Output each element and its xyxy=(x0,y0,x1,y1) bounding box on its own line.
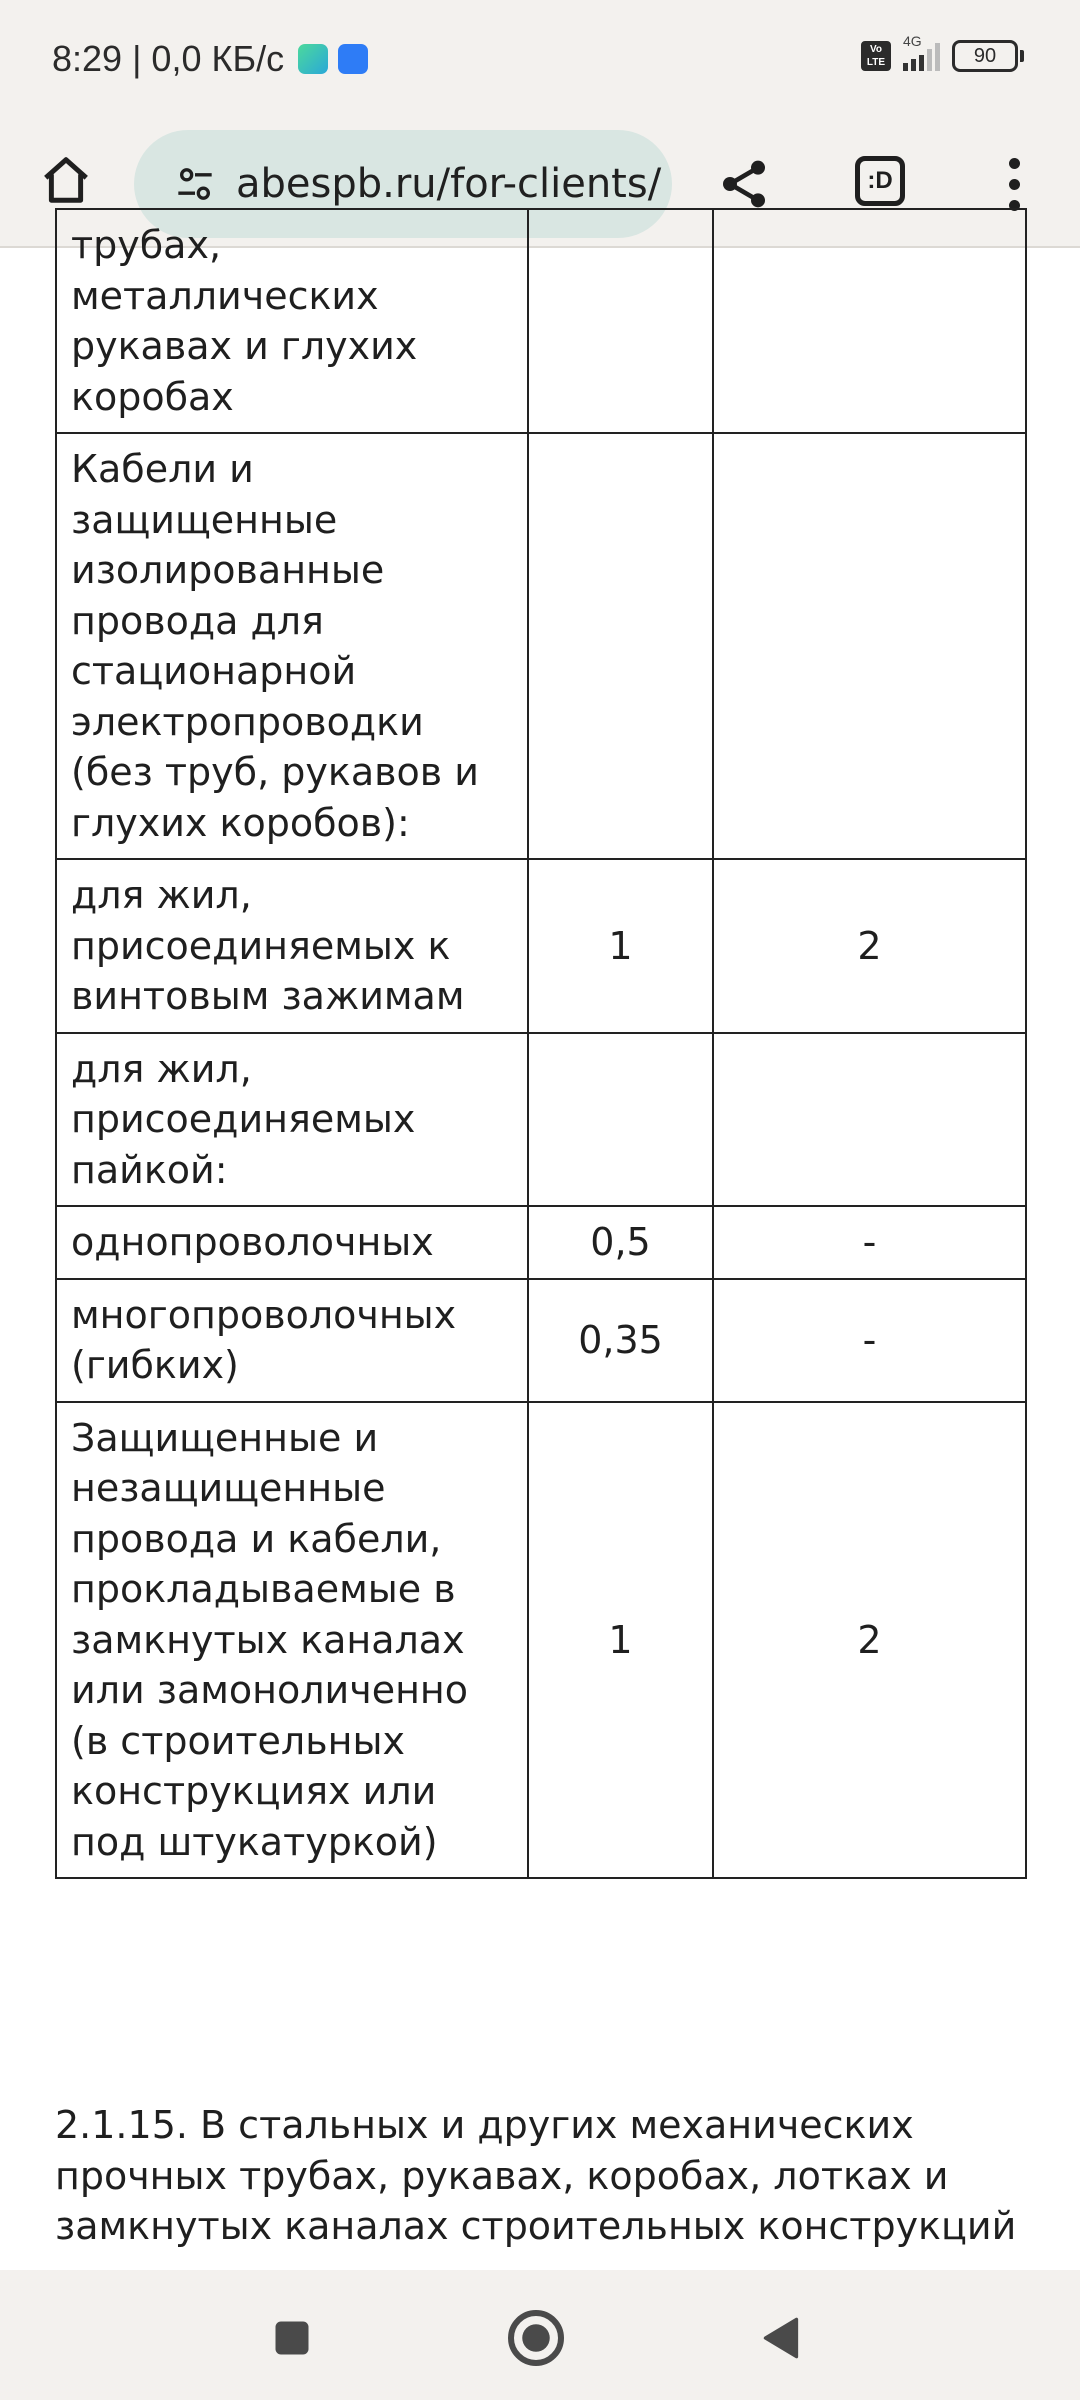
cell-value-2 xyxy=(713,433,1026,859)
cell-line: рукавах и глухих xyxy=(71,324,418,368)
status-bar xyxy=(0,0,1080,122)
cell-description xyxy=(56,209,528,433)
home-icon xyxy=(39,153,93,207)
back-button[interactable] xyxy=(752,2308,812,2368)
cell-description xyxy=(56,859,528,1033)
cell-line: стационарной xyxy=(71,649,357,693)
cell-line: незащищенные xyxy=(71,1466,386,1510)
recents-button[interactable] xyxy=(262,2308,322,2368)
tune-icon xyxy=(175,164,215,204)
cell-line: глухих коробов): xyxy=(71,800,410,845)
chat-notification-icon xyxy=(338,44,368,74)
cell-line: (без труб, рукавов и xyxy=(71,750,479,794)
table-row xyxy=(56,1033,1026,1207)
cell-line: для жил, xyxy=(71,1046,252,1091)
cell-line: Защищенные и xyxy=(71,1415,379,1460)
cell-line: под штукатуркой) xyxy=(71,1819,438,1864)
cell-line: коробах xyxy=(71,374,234,419)
cell-line: для жил, xyxy=(71,873,252,917)
table-row xyxy=(56,1279,1026,1402)
cell-value-2 xyxy=(713,209,1026,433)
wire-section-table xyxy=(55,208,1027,1879)
cell-value-2 xyxy=(713,1033,1026,1207)
share-icon xyxy=(716,156,772,212)
app-notification-icon xyxy=(298,44,328,74)
volte-icon: Vo LTE xyxy=(861,41,891,71)
table-row xyxy=(56,859,1026,1033)
cell-line: замкнутых каналах xyxy=(71,1617,465,1662)
url-text: abespb.ru/for-clients/ xyxy=(236,161,662,207)
cell-line: изолированные xyxy=(71,548,385,592)
cell-line: (в строительных xyxy=(71,1718,405,1763)
table-row xyxy=(56,433,1026,859)
table-row xyxy=(56,1402,1026,1879)
square-icon xyxy=(270,2316,314,2360)
cell-description xyxy=(56,1033,528,1207)
cell-line: провода для xyxy=(71,598,324,643)
cell-line: или замоноличенно xyxy=(71,1668,469,1712)
status-left xyxy=(52,38,368,80)
table-row xyxy=(56,1206,1026,1279)
cell-value-2: - xyxy=(713,1206,1026,1279)
cell-line: (гибких) xyxy=(71,1343,239,1387)
cell-line: винтовым зажимам xyxy=(71,974,465,1018)
cell-line: присоединяемых к xyxy=(71,923,451,968)
paragraph-line: прочных трубах, рукавах, коробах, лотках и xyxy=(55,2153,949,2198)
cell-description xyxy=(56,1279,528,1402)
cell-line: защищенные xyxy=(71,497,338,542)
cell-line: трубах, xyxy=(71,223,222,267)
cell-value-1 xyxy=(528,1033,713,1207)
table-row xyxy=(56,209,1026,433)
web-content[interactable] xyxy=(0,223,1080,2270)
cell-line: прокладываемые в xyxy=(71,1567,456,1611)
status-time: 8:29 | 0,0 КБ/с xyxy=(52,38,285,79)
cell-value-2: 2 xyxy=(713,1402,1026,1879)
status-right xyxy=(861,33,1018,72)
circle-icon xyxy=(506,2308,566,2368)
cell-value-1: 0,5 xyxy=(528,1206,713,1279)
signal-icon xyxy=(903,33,940,71)
paragraph-line: 2.1.15. В стальных и других механических xyxy=(55,2103,914,2147)
more-vert-icon xyxy=(1009,158,1020,169)
cell-value-1 xyxy=(528,209,713,433)
battery-icon xyxy=(952,40,1018,72)
tabs-button[interactable] xyxy=(855,156,905,206)
cell-line: провода и кабели, xyxy=(71,1516,442,1561)
cell-line: пайкой: xyxy=(71,1147,228,1192)
tabs-label: :D xyxy=(867,167,893,194)
cell-value-1 xyxy=(528,433,713,859)
navigation-bar xyxy=(0,2270,1080,2400)
cell-line: Кабели и xyxy=(71,447,254,491)
site-settings-button[interactable] xyxy=(172,161,218,207)
network-type: 4G xyxy=(903,33,922,49)
cell-line: конструкциях или xyxy=(71,1769,437,1813)
cell-value-1: 0,35 xyxy=(528,1279,713,1402)
cell-line: многопроволочных xyxy=(71,1292,457,1337)
paragraph-line: замкнутых каналах строительных конструкций xyxy=(55,2204,1017,2248)
cell-value-2: 2 xyxy=(713,859,1026,1033)
share-button[interactable] xyxy=(712,152,776,216)
triangle-back-icon xyxy=(757,2313,807,2363)
cell-value-2: - xyxy=(713,1279,1026,1402)
cell-description xyxy=(56,433,528,859)
cell-line: металлических xyxy=(71,273,379,318)
cell-description xyxy=(56,1402,528,1879)
home-nav-button[interactable] xyxy=(506,2308,566,2368)
home-button[interactable] xyxy=(36,150,96,210)
cell-line: электропроводки xyxy=(71,699,424,744)
cell-value-1: 1 xyxy=(528,1402,713,1879)
battery-level: 90 xyxy=(973,45,997,67)
cell-description xyxy=(56,1206,528,1279)
paragraph-2-1-15 xyxy=(55,2100,1035,2252)
cell-line: присоединяемых xyxy=(71,1097,416,1141)
cell-value-1: 1 xyxy=(528,859,713,1033)
cell-line: однопроволочных xyxy=(71,1220,434,1264)
